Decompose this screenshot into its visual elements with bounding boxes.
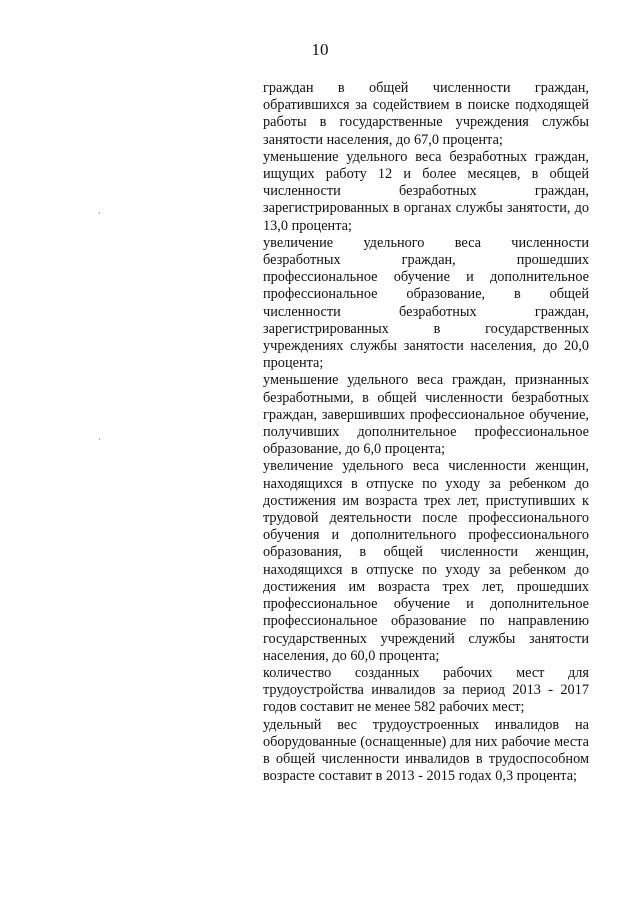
paragraph: уменьшение удельного веса граждан, признанных безработными, в общей численности безработных граждан, завершивших профессиональное обучение, получивших дополнительное профессиональное образование, до 6,0 процента; xyxy=(263,372,589,458)
margin-mark xyxy=(99,438,100,440)
paragraph: количество созданных рабочих мест для трудоустройства инвалидов за период 2013 - 2017 годов составит не менее 582 рабочих мест; xyxy=(263,664,589,716)
paragraph: увеличение удельного веса численности женщин, находящихся в отпуске по уходу за ребенком до достижения им возраста трех лет, приступивших к трудовой деятельности после профессионального обучения и дополнительного профессионального образования, в общей численности женщин, находящихся в отпуске по уходу за ребенком до достижения им возраста трех лет, прошедших профессиональное обучение и дополнительное профессиональное образование по направлению государственных учреждений службы занятости населения, до 60,0 процента; xyxy=(263,458,589,664)
paragraph: увеличение удельного веса численности безработных граждан, прошедших профессиональное обучение и дополнительное профессиональное образование, в общей численности безработных граждан, зарегистрированных в государственных учреждениях службы занятости населения, до 20,0 процента; xyxy=(263,234,589,372)
document-body xyxy=(263,80,589,785)
margin-mark xyxy=(99,212,100,214)
paragraph: удельный вес трудоустроенных инвалидов на оборудованные (оснащенные) для них рабочие места в общей численности инвалидов в трудоспособном возрасте составит в 2013 - 2015 годах 0,3 процента; xyxy=(263,716,589,785)
page-number: 10 xyxy=(311,40,329,59)
paragraph: уменьшение удельного веса безработных граждан, ищущих работу 12 и более месяцев, в общей численности безработных граждан, зарегистрированных в органах службы занятости, до 13,0 процента; xyxy=(263,148,589,234)
paragraph: граждан в общей численности граждан, обратившихся за содействием в поиске подходящей работы в государственные учреждения службы занятости населения, до 67,0 процента; xyxy=(263,80,589,148)
